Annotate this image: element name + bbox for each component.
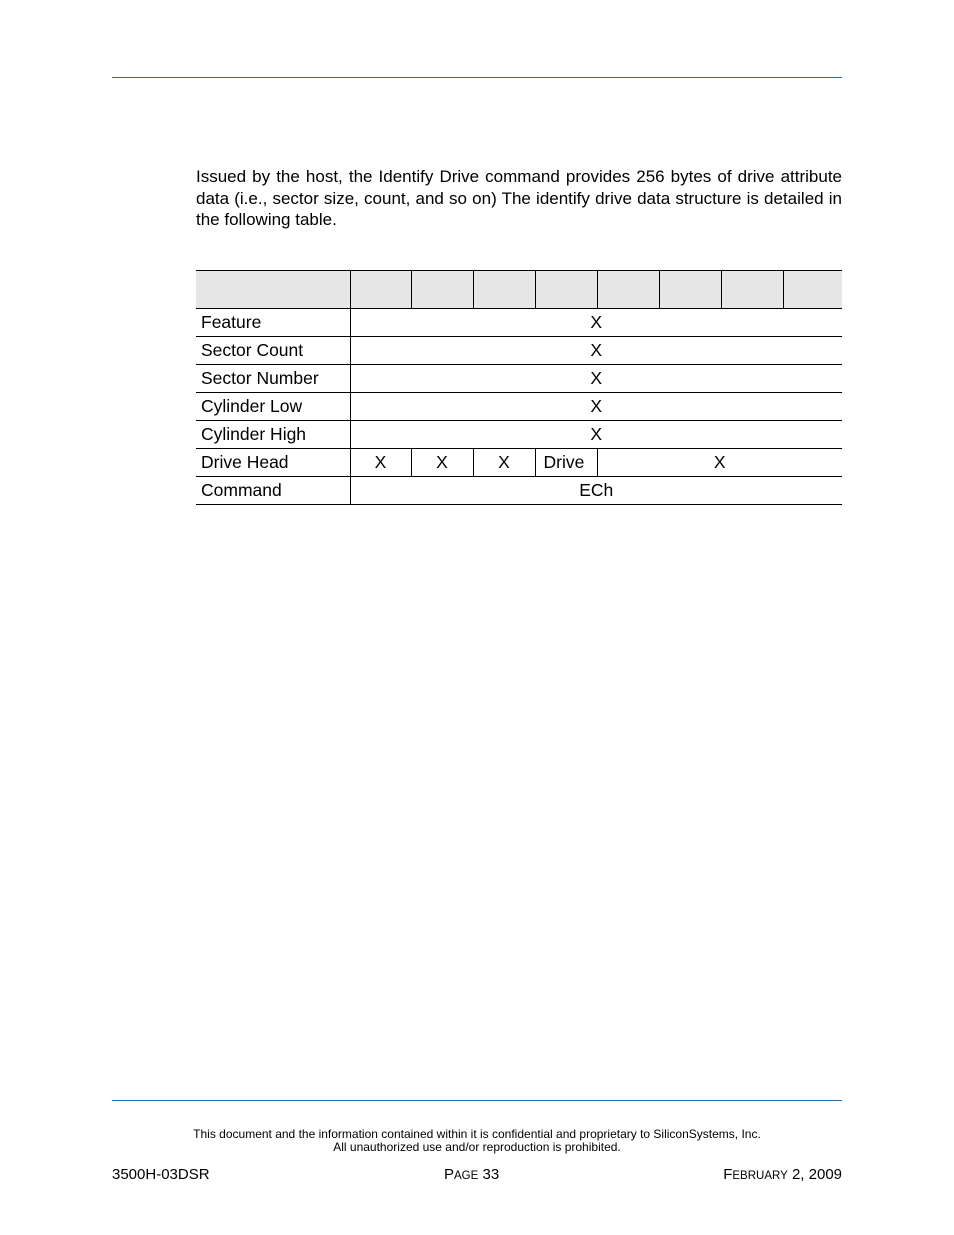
register-value: X bbox=[350, 365, 842, 393]
header-cell bbox=[783, 271, 842, 309]
table-header-row bbox=[196, 271, 842, 309]
table-row bbox=[196, 449, 842, 477]
register-label: Command bbox=[196, 477, 350, 505]
register-label: Drive Head bbox=[196, 449, 350, 477]
footer-rule bbox=[112, 1100, 842, 1101]
register-value: X bbox=[350, 337, 842, 365]
bit-cell: X bbox=[411, 449, 473, 477]
header-cell bbox=[411, 271, 473, 309]
table-row bbox=[196, 365, 842, 393]
header-cell bbox=[473, 271, 535, 309]
header-rule bbox=[112, 77, 842, 78]
register-value: ECh bbox=[350, 477, 842, 505]
table-row bbox=[196, 337, 842, 365]
head-bits-cell: X bbox=[597, 449, 842, 477]
reproduction-notice: All unauthorized use and/or reproduction is prohibited. bbox=[333, 1140, 621, 1154]
register-value: X bbox=[350, 393, 842, 421]
header-cell bbox=[535, 271, 597, 309]
table-row bbox=[196, 421, 842, 449]
document-date: FEBRUARY 2, 2009 bbox=[723, 1166, 842, 1183]
page-number: PAGE 33 bbox=[444, 1166, 500, 1183]
bit-cell: X bbox=[473, 449, 535, 477]
header-cell bbox=[597, 271, 659, 309]
intro-paragraph: Issued by the host, the Identify Drive command provides 256 bytes of drive attribute data (i.e., sector size, count, and so on) The identify drive data structure is detailed in the following table. bbox=[196, 167, 842, 229]
register-value: X bbox=[350, 309, 842, 337]
register-label: Sector Number bbox=[196, 365, 350, 393]
header-cell bbox=[659, 271, 721, 309]
header-cell bbox=[350, 271, 411, 309]
bit-cell: X bbox=[350, 449, 411, 477]
confidentiality-notice: This document and the information contained within it is confidential and proprietary to SiliconSystems, Inc. bbox=[193, 1127, 761, 1141]
table-row bbox=[196, 393, 842, 421]
register-label: Cylinder High bbox=[196, 421, 350, 449]
table-row bbox=[196, 309, 842, 337]
identify-drive-register-table bbox=[196, 270, 842, 505]
document-id: 3500H-03DSR bbox=[112, 1166, 210, 1183]
table-row bbox=[196, 477, 842, 505]
register-label: Cylinder Low bbox=[196, 393, 350, 421]
register-value: X bbox=[350, 421, 842, 449]
register-label: Sector Count bbox=[196, 337, 350, 365]
header-cell bbox=[196, 271, 350, 309]
register-label: Feature bbox=[196, 309, 350, 337]
bit-cell-drive: Drive bbox=[535, 449, 597, 477]
header-cell bbox=[721, 271, 783, 309]
